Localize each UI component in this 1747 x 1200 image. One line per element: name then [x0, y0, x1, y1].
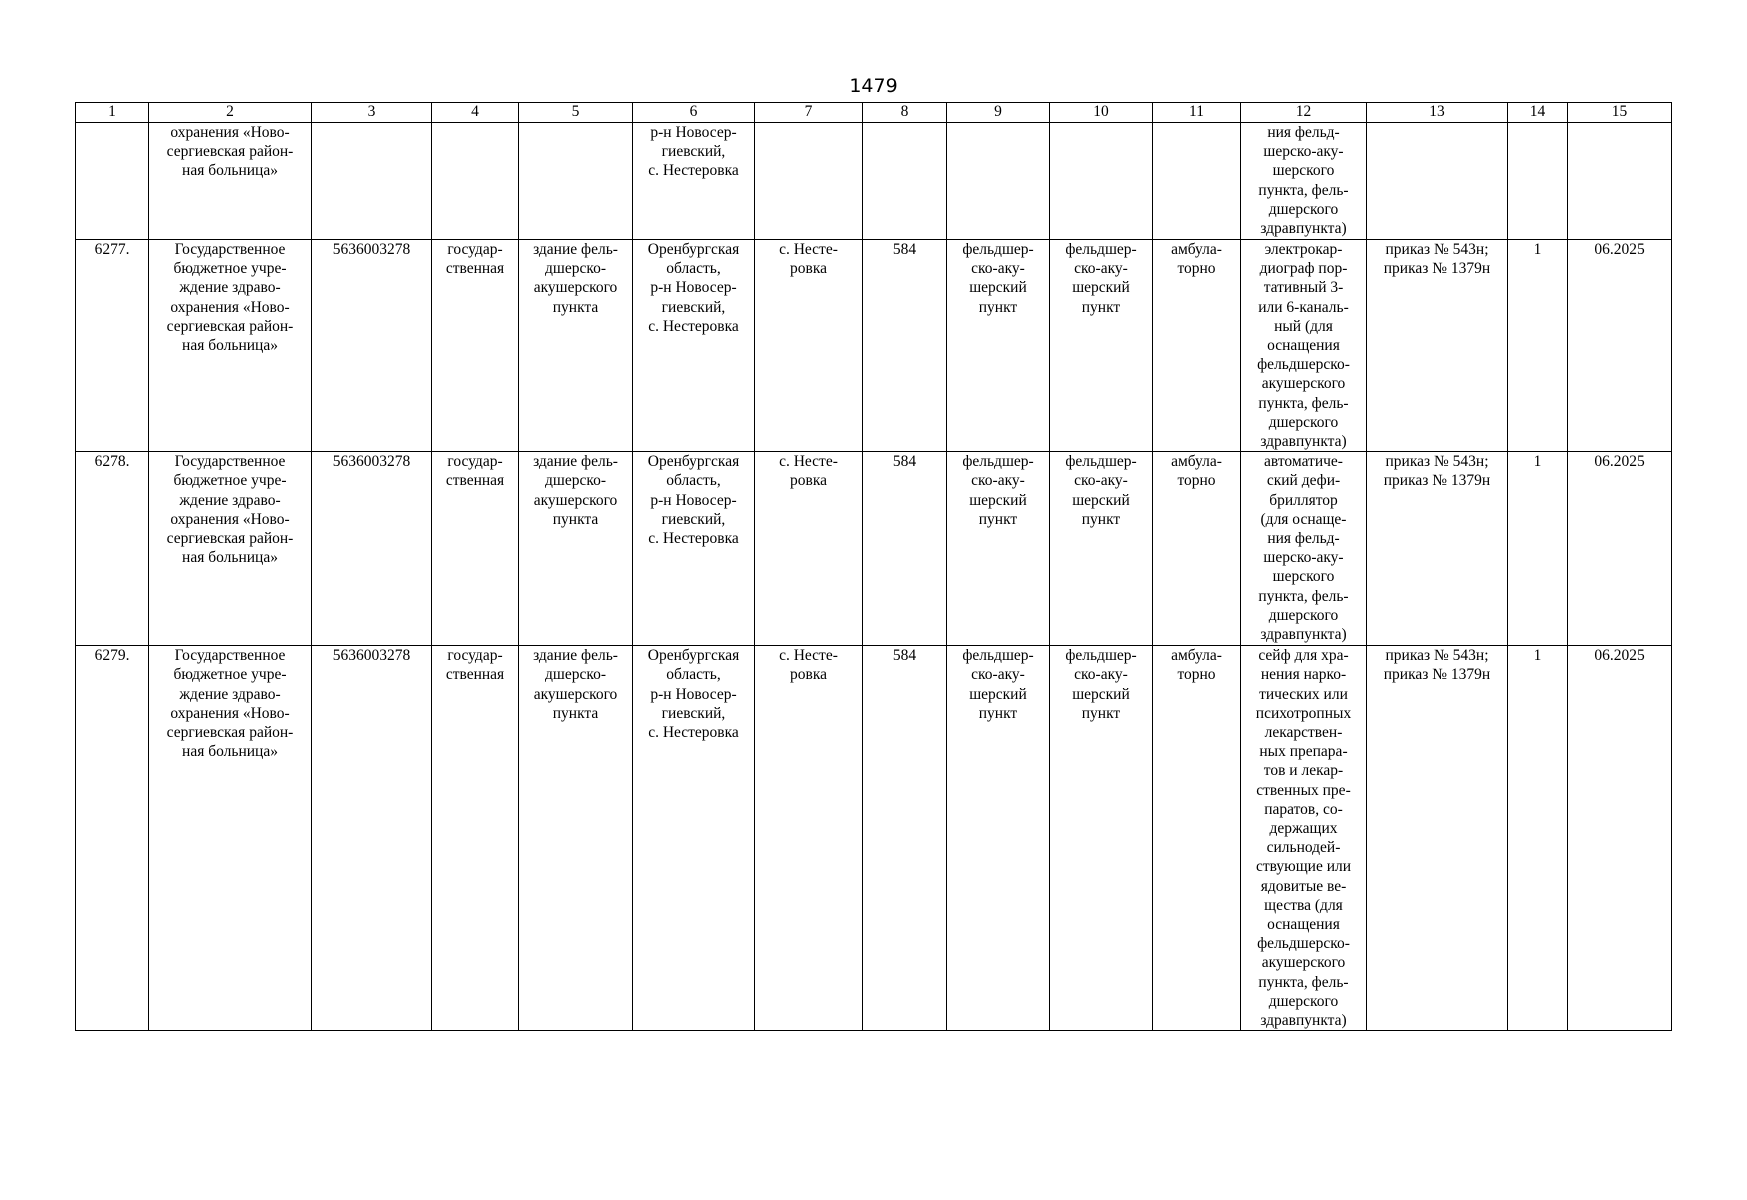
column-header: 2 [149, 103, 312, 123]
cell-inn: 5636003278 [312, 240, 432, 452]
cell-number [76, 123, 149, 240]
cell-address: р-н Новосер- гиевский, с. Нестеровка [633, 123, 755, 240]
table-row [76, 452, 1672, 646]
cell-date: 06.2025 [1568, 646, 1672, 1031]
cell-subdivision [1050, 123, 1153, 240]
column-header: 6 [633, 103, 755, 123]
cell-number: 6278. [76, 452, 149, 646]
column-header: 14 [1508, 103, 1568, 123]
cell-building: здание фель- дшерско- акушерского пункта [519, 452, 633, 646]
column-header: 1 [76, 103, 149, 123]
column-header: 7 [755, 103, 863, 123]
cell-care-form [1153, 123, 1241, 240]
table-row [76, 240, 1672, 452]
cell-quantity: 1 [1508, 240, 1568, 452]
cell-subdivision: фельдшер- ско-аку- шерский пункт [1050, 646, 1153, 1031]
cell-unit-type: фельдшер- ско-аку- шерский пункт [947, 452, 1050, 646]
column-header: 15 [1568, 103, 1672, 123]
page-number: 1479 [849, 75, 898, 97]
cell-population [863, 123, 947, 240]
cell-building [519, 123, 633, 240]
cell-locality: с. Несте- ровка [755, 452, 863, 646]
cell-building: здание фель- дшерско- акушерского пункта [519, 240, 633, 452]
cell-care-form: амбула- торно [1153, 646, 1241, 1031]
cell-address: Оренбургская область, р-н Новосер- гиевский, с. Нестеровка [633, 646, 755, 1031]
cell-locality: с. Несте- ровка [755, 240, 863, 452]
cell-ownership: государ- ственная [432, 646, 519, 1031]
cell-inn: 5636003278 [312, 452, 432, 646]
cell-order [1367, 123, 1508, 240]
cell-number: 6277. [76, 240, 149, 452]
cell-quantity: 1 [1508, 452, 1568, 646]
cell-unit-type [947, 123, 1050, 240]
cell-unit-type: фельдшер- ско-аку- шерский пункт [947, 240, 1050, 452]
cell-quantity [1508, 123, 1568, 240]
cell-building: здание фель- дшерско- акушерского пункта [519, 646, 633, 1031]
column-header: 11 [1153, 103, 1241, 123]
column-header: 10 [1050, 103, 1153, 123]
cell-number: 6279. [76, 646, 149, 1031]
table-row [76, 646, 1672, 1031]
cell-population: 584 [863, 452, 947, 646]
cell-care-form: амбула- торно [1153, 240, 1241, 452]
cell-ownership [432, 123, 519, 240]
cell-subdivision: фельдшер- ско-аку- шерский пункт [1050, 452, 1153, 646]
header-row [76, 103, 1672, 123]
cell-inn: 5636003278 [312, 646, 432, 1031]
cell-address: Оренбургская область, р-н Новосер- гиевский, с. Нестеровка [633, 452, 755, 646]
column-header: 8 [863, 103, 947, 123]
cell-quantity: 1 [1508, 646, 1568, 1031]
cell-equipment: электрокар- диограф пор- тативный 3- или 6-каналь- ный (для оснащения фельдшерско- акушерского пункта, фель- дшерского здравпункта) [1241, 240, 1367, 452]
table-row [76, 123, 1672, 240]
column-header: 12 [1241, 103, 1367, 123]
cell-organization: Государственное бюджетное учре- ждение здраво- охранения «Ново- сергиевская район- ная больница» [149, 240, 312, 452]
cell-organization: Государственное бюджетное учре- ждение здраво- охранения «Ново- сергиевская район- ная больница» [149, 646, 312, 1031]
cell-order: приказ № 543н; приказ № 1379н [1367, 452, 1508, 646]
cell-order: приказ № 543н; приказ № 1379н [1367, 646, 1508, 1031]
column-header: 4 [432, 103, 519, 123]
cell-ownership: государ- ственная [432, 452, 519, 646]
column-header: 3 [312, 103, 432, 123]
cell-population: 584 [863, 240, 947, 452]
cell-equipment: автоматиче- ский дефи- бриллятор (для оснаще- ния фельд- шерско-аку- шерского пункта, фель- дшерского здравпункта) [1241, 452, 1367, 646]
cell-inn [312, 123, 432, 240]
registry-table [75, 102, 1672, 1031]
cell-equipment: сейф для хра- нения нарко- тических или психотропных лекарствен- ных препара- тов и лекар- ственных пре- паратов, со- держащих сильнодей- ствующие или ядовитые ве- щества (для оснащения фельдшерско- акушерского пункта, фель- дшерского здравпункта) [1241, 646, 1367, 1031]
cell-date: 06.2025 [1568, 452, 1672, 646]
cell-date: 06.2025 [1568, 240, 1672, 452]
cell-organization: Государственное бюджетное учре- ждение здраво- охранения «Ново- сергиевская район- ная больница» [149, 452, 312, 646]
cell-care-form: амбула- торно [1153, 452, 1241, 646]
cell-locality: с. Несте- ровка [755, 646, 863, 1031]
cell-locality [755, 123, 863, 240]
cell-organization: охранения «Ново- сергиевская район- ная больница» [149, 123, 312, 240]
cell-address: Оренбургская область, р-н Новосер- гиевский, с. Нестеровка [633, 240, 755, 452]
cell-unit-type: фельдшер- ско-аку- шерский пункт [947, 646, 1050, 1031]
cell-date [1568, 123, 1672, 240]
cell-equipment: ния фельд- шерско-аку- шерского пункта, фель- дшерского здравпункта) [1241, 123, 1367, 240]
cell-ownership: государ- ственная [432, 240, 519, 452]
cell-subdivision: фельдшер- ско-аку- шерский пункт [1050, 240, 1153, 452]
column-header: 13 [1367, 103, 1508, 123]
cell-order: приказ № 543н; приказ № 1379н [1367, 240, 1508, 452]
column-header: 5 [519, 103, 633, 123]
cell-population: 584 [863, 646, 947, 1031]
column-header: 9 [947, 103, 1050, 123]
